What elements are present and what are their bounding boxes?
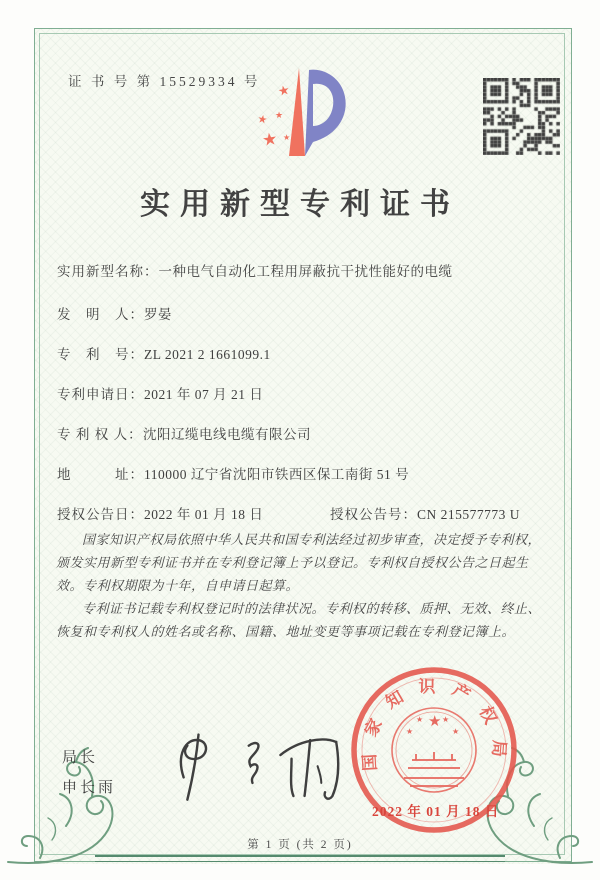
- certificate-title: 实用新型专利证书: [140, 188, 460, 221]
- svg-text:★: ★: [442, 715, 450, 724]
- certificate-number: 证 书 号 第 15529334 号: [68, 74, 261, 89]
- legal-paragraph-2: 专利证书记载专利权登记时的法律状况。专利权的转移、质押、无效、终止、恢复和专利权人的姓名或名称、国籍、地址变更等事项记载在专利登记簿上。: [56, 601, 542, 639]
- seal-date: 2022 年 01 月 18 日: [372, 804, 500, 819]
- commissioner-name: 申长雨: [62, 779, 117, 796]
- bottom-border-rule: [95, 855, 505, 862]
- field-value: ZL 2021 2 1661099.1: [144, 347, 271, 362]
- field-grant-number: [330, 503, 520, 523]
- field-label: 授权公告号：: [330, 507, 417, 522]
- cnipa-logo-icon: [243, 64, 355, 160]
- page-number: 第 1 页 (共 2 页): [247, 839, 353, 851]
- svg-text:★: ★: [276, 82, 292, 100]
- svg-text:★: ★: [260, 129, 279, 151]
- field-label: 实用新型名称：: [57, 264, 159, 279]
- legal-text: [56, 528, 548, 643]
- field-value: CN 215577773 U: [417, 507, 521, 522]
- field-value: 一种电气自动化工程用屏蔽抗干扰性能好的电缆: [158, 264, 453, 279]
- field-label: 专利申请日：: [57, 387, 144, 402]
- field-value: 沈阳辽缆电线电缆有限公司: [143, 427, 311, 442]
- svg-text:★: ★: [452, 727, 460, 736]
- svg-text:★: ★: [416, 715, 424, 724]
- commissioner-title: 局长: [62, 749, 99, 766]
- field-application-date: [57, 383, 263, 403]
- field-label: 发 明 人：: [57, 307, 144, 322]
- field-grant-date: [57, 503, 521, 523]
- svg-text:★: ★: [275, 111, 284, 121]
- field-label: 专 利 号：: [57, 347, 144, 362]
- field-patentee: [57, 423, 311, 443]
- field-value: 罗晏: [144, 307, 172, 322]
- field-label: 地 址：: [57, 467, 144, 482]
- legal-paragraph-1: 国家知识产权局依照中华人民共和国专利法经过初步审查，决定授予专利权，颁发实用新型专利证书并在专利登记簿上予以登记。专利权自授权公告之日起生效。专利权期限为十年，自申请日起算。: [56, 532, 542, 593]
- svg-text:★: ★: [283, 133, 291, 142]
- field-address: [57, 463, 409, 483]
- field-utility-model-name: [57, 260, 453, 280]
- field-value: 110000 辽宁省沈阳市铁西区保工南街 51 号: [144, 467, 410, 482]
- svg-text:★: ★: [256, 112, 269, 127]
- field-label: 专 利 权 人：: [57, 427, 143, 442]
- qr-code: [483, 78, 560, 155]
- field-value: 2021 年 07 月 21 日: [144, 387, 264, 402]
- field-value: 2022 年 01 月 18 日: [144, 507, 264, 522]
- svg-text:★: ★: [428, 712, 442, 730]
- handwritten-signature: [152, 726, 352, 811]
- seal-authority-text: 国家知识产权局: [359, 677, 509, 773]
- field-inventor: [57, 303, 172, 323]
- svg-text:★: ★: [406, 727, 414, 736]
- field-label: 授权公告日：: [57, 507, 144, 522]
- field-patent-number: [57, 343, 271, 363]
